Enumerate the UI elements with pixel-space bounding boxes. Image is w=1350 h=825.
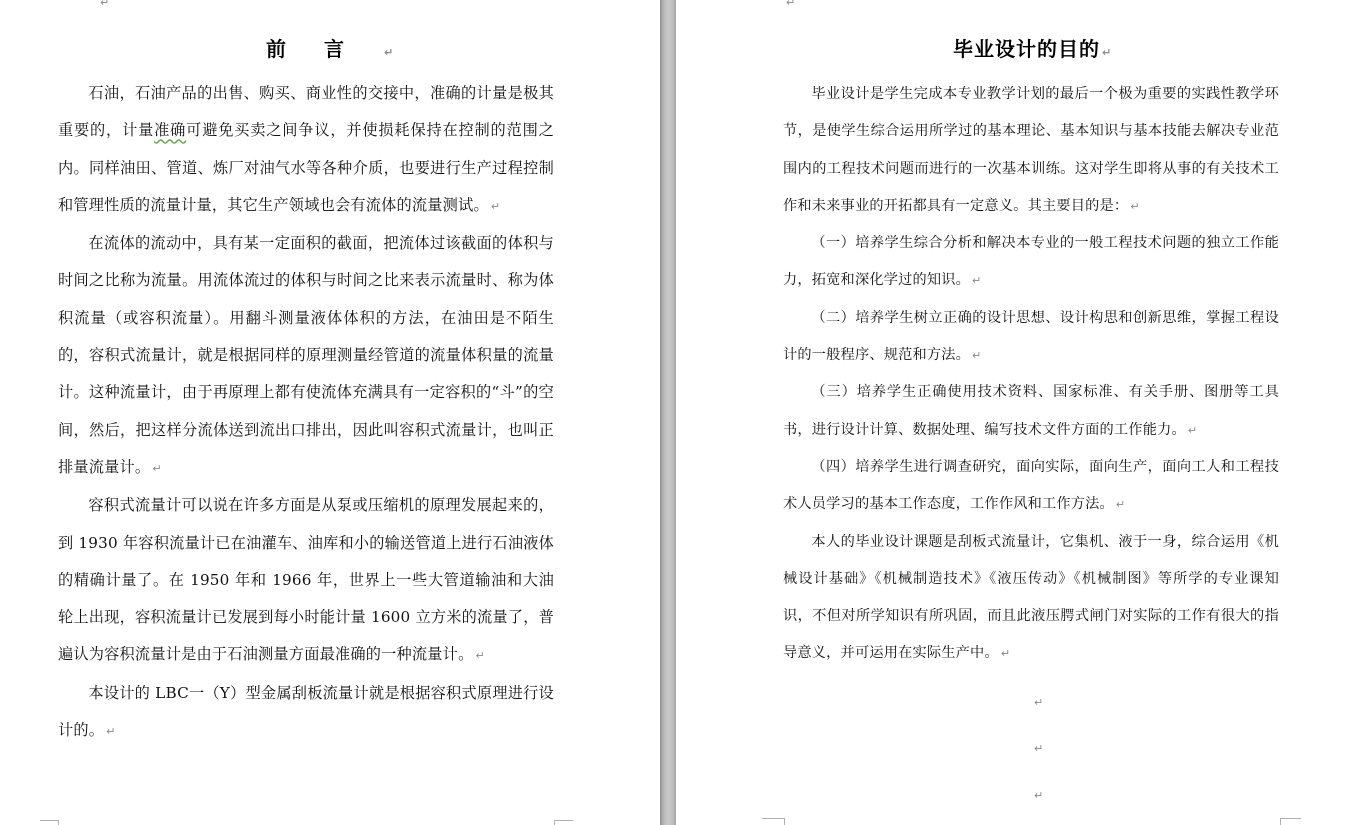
- paragraph: [58, 675, 554, 751]
- empty-paragraph-mark: ↵: [786, 0, 796, 9]
- paragraph-text: 容积式流量计可以说在许多方面是从泵或压缩机的原理发展起来的，到 1930 年容积流量计已在油灌车、油库和小的输送管道上进行石油液体的精确计量了。在 1950 年和 1966 年，世界上一些大管道输油和大油轮上出现，容积流量计已发展到每小时能计量 1600 立方米的流量了，普遍认为容积流量计是由于石油测量方面最准确的一种流量计。: [58, 496, 554, 664]
- paragraph-text: （三）培养学生正确使用技术资料、国家标准、有关手册、图册等工具书，进行设计计算、数据处理、编写技术文件方面的工作能力。: [783, 384, 1279, 438]
- paragraph: [783, 524, 1279, 673]
- paragraph-mark: ↵: [1115, 498, 1126, 512]
- title-text: 毕业设计的目的: [953, 37, 1100, 61]
- paragraph-text: （一）培养学生综合分析和解决本专业的一般工程技术问题的独立工作能力，拓宽和深化学过的知识。: [783, 235, 1279, 289]
- grammar-flagged-text[interactable]: 准确: [154, 121, 187, 140]
- paragraph-mark: ↵: [384, 46, 394, 59]
- paragraph-text: 毕业设计是学生完成本专业教学计划的最后一个极为重要的实践性教学环节，是使学生综合运用所学过的基本理论、基本知识与基本技能去解决专业范围内的工程技术问题而进行的一次基本训练。这对学生即将从事的有关技术工作和未来事业的开拓都具有一定意义。其主要目的是：: [783, 86, 1279, 214]
- paragraph: [58, 225, 554, 487]
- paragraph-mark: ↵: [106, 725, 116, 739]
- title-text: 前言: [266, 37, 382, 61]
- empty-paragraph-mark: ↵: [100, 0, 110, 9]
- paragraph-text: 本人的毕业设计课题是刮板式流量计，它集机、液于一身，综合运用《机械设计基础》《机械制造技术》《液压传动》《机械制图》等所学的专业课知识，不但对所学知识有所巩固，而且此液压腭式闸门对实际的工作有很大的指导意义，并可运用在实际生产中。: [783, 533, 1279, 662]
- paragraph-mark: ↵: [1187, 423, 1198, 437]
- paragraph-mark: ↵: [1000, 647, 1011, 661]
- margin-corner-marker: [40, 820, 59, 825]
- paragraph-mark: ↵: [972, 274, 982, 288]
- paragraph-mark: ↵: [490, 199, 501, 213]
- page-gutter: [660, 0, 676, 825]
- foreword-body[interactable]: [58, 75, 554, 750]
- paragraph-mark: ↵: [152, 461, 162, 475]
- document-page-right[interactable]: [676, 0, 1350, 825]
- page-title-purpose[interactable]: [953, 33, 1111, 62]
- paragraph: [58, 487, 554, 674]
- paragraph-text: （四）培养学生进行调查研究，面向实际，面向生产，面向工人和工程技术人员学习的基本工作态度，工作作风和工作方法。: [783, 458, 1279, 513]
- document-page-left[interactable]: [0, 0, 660, 825]
- paragraph-mark: ↵: [475, 649, 485, 663]
- paragraph-text: 石油，石油产品的出售、购买、商业性的交接中，准确的计量是极其重要的，计量: [58, 84, 554, 140]
- paragraph-text-continued: 可避免买卖之间争议，并使损耗保持在控制的范围之内。同样油田、管道、炼厂对油气水等各种介质，也要进行生产过程控制和管理性质的流量计量，其它生产领域也会有流体的流量测试。: [58, 121, 554, 214]
- margin-corner-marker: [1280, 818, 1301, 825]
- purpose-body[interactable]: [783, 76, 1279, 673]
- paragraph: [783, 225, 1279, 300]
- paragraph: [783, 76, 1279, 225]
- page-title-foreword[interactable]: [266, 33, 393, 62]
- paragraph-text: 在流体的流动中，具有某一定面积的截面，把流体过该截面的体积与时间之比称为流量。用流体流过的体积与时间之比来表示流量时、称为体积流量（或容积流量）。用翻斗测量液体体积的方法，在油田是不陌生的，容积式流量计，就是根据同样的原理测量经管道的流量体积量的流量计。这种流量计，由于再原理上都有使流体充满具有一定容积的“斗”的空间，然后，把这样分流体送到流出口排出，因此叫容积式流量计，也叫正排量流量计。: [58, 234, 554, 476]
- paragraph-mark: ↵: [1130, 199, 1140, 213]
- paragraph-text: （二）培养学生树立正确的设计思想、设计构思和创新思维，掌握工程设计的一般程序、规范和方法。: [783, 309, 1279, 364]
- paragraph-text: 本设计的 LBC一（Y）型金属刮板流量计就是根据容积式原理进行设计的。: [58, 683, 554, 740]
- paragraph: [783, 300, 1279, 375]
- empty-paragraph-mark: ↵: [1034, 742, 1044, 755]
- margin-corner-marker: [554, 820, 573, 825]
- paragraph: [58, 75, 554, 225]
- empty-paragraph-mark: ↵: [1034, 696, 1044, 709]
- empty-paragraph-mark: ↵: [1034, 789, 1044, 802]
- paragraph: [783, 449, 1279, 524]
- paragraph-mark: ↵: [972, 349, 982, 363]
- paragraph-mark: ↵: [1102, 46, 1112, 59]
- margin-corner-marker: [762, 818, 785, 825]
- paragraph: [783, 374, 1279, 449]
